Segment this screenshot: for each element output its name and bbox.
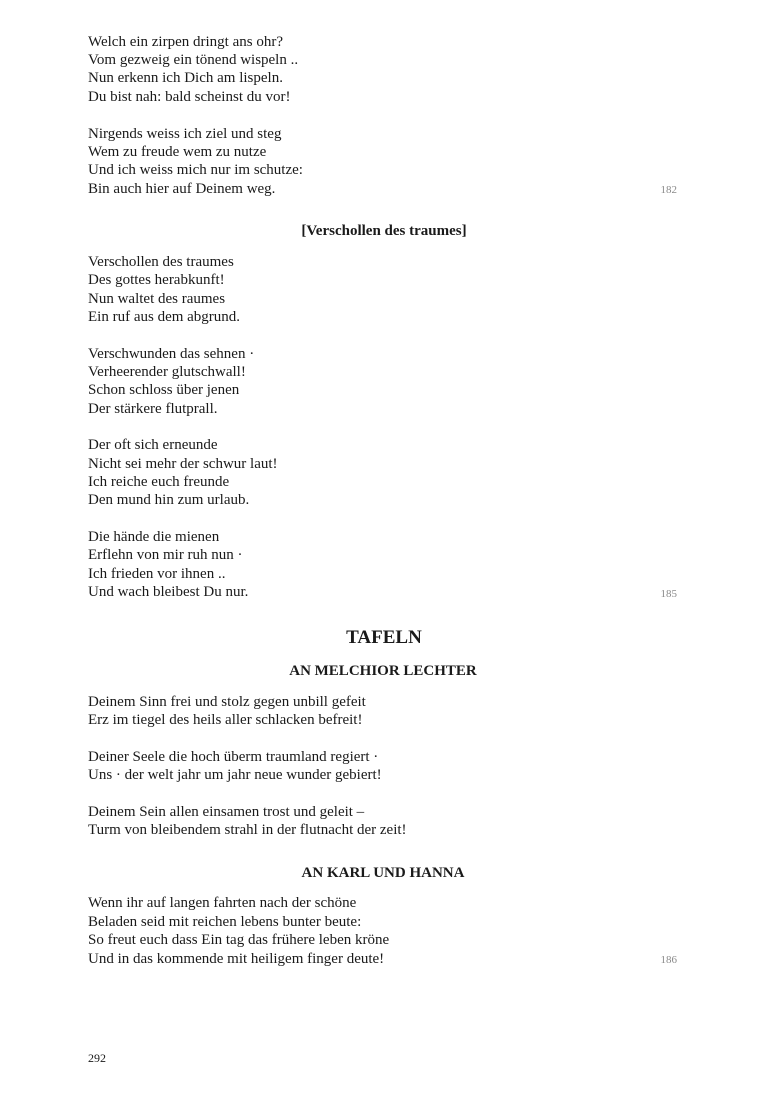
poem-line: Deiner Seele die hoch überm traumland regiert · [88,749,379,765]
poem-line: Du bist nah: bald scheinst du vor! [88,89,291,105]
poem-line: Welch ein zirpen dringt ans ohr? [88,34,283,50]
poem-title: [Verschollen des traumes] [301,223,467,239]
poem-line: Ich reiche euch freunde [88,474,230,490]
poem-line: Wenn ihr auf langen fahrten nach der schöne [88,895,357,911]
poem-line: Schon schloss über jenen [88,382,240,398]
poem-line: Bin auch hier auf Deinem weg. [88,181,276,197]
poem-line: Verschwunden das sehnen · [88,346,255,362]
poem-line: Den mund hin zum urlaub. [88,492,250,508]
section-title: TAFELN [346,627,422,648]
poem-line: Deinem Sinn frei und stolz gegen unbill gefeit [88,694,366,710]
poem-line: Des gottes herabkunft! [88,272,225,288]
line-number-marker: 185 [660,588,677,600]
poem-line: Uns · der welt jahr um jahr neue wunder gebiert! [88,767,382,783]
poem-line: Der stärkere flutprall. [88,401,218,417]
line-number-marker: 182 [660,184,677,196]
poem-line: Nun waltet des raumes [88,291,226,307]
poem-line: Und ich weiss mich nur im schutze: [88,162,303,178]
poem-line: Nun erkenn ich Dich am lispeln. [88,70,283,86]
poem-line: Beladen seid mit reichen lebens bunter beute: [88,914,362,930]
poem-title: AN KARL UND HANNA [301,865,465,881]
page-number: 292 [88,1051,106,1065]
poem-line: Erflehn von mir ruh nun · [88,547,243,563]
poem-line: Der oft sich erneunde [88,437,218,453]
poem-line: Ein ruf aus dem abgrund. [88,309,241,325]
poem-line: Deinem Sein allen einsamen trost und geleit – [88,804,365,820]
poem-line: Und in das kommende mit heiligem finger deute! [88,951,385,967]
poem-line: Verheerender glutschwall! [88,364,246,380]
poem-line: Die hände die mienen [88,529,220,545]
poem-line: Nirgends weiss ich ziel und steg [88,126,282,142]
poem-line: Verschollen des traumes [88,254,234,270]
poem-title: AN MELCHIOR LECHTER [289,663,477,679]
poem-line: Und wach bleibest Du nur. [88,584,249,600]
poem-line: Ich frieden vor ihnen .. [88,566,226,582]
poem-line: Wem zu freude wem zu nutze [88,144,267,160]
poem-line: Vom gezweig ein tönend wispeln .. [88,52,299,68]
poem-line: Turm von bleibendem strahl in der flutnacht der zeit! [88,822,407,838]
poem-line: Erz im tiegel des heils aller schlacken befreit! [88,712,363,728]
poem-line: So freut euch dass Ein tag das frühere leben kröne [88,932,390,948]
poem-line: Nicht sei mehr der schwur laut! [88,456,278,472]
line-number-marker: 186 [660,954,677,966]
